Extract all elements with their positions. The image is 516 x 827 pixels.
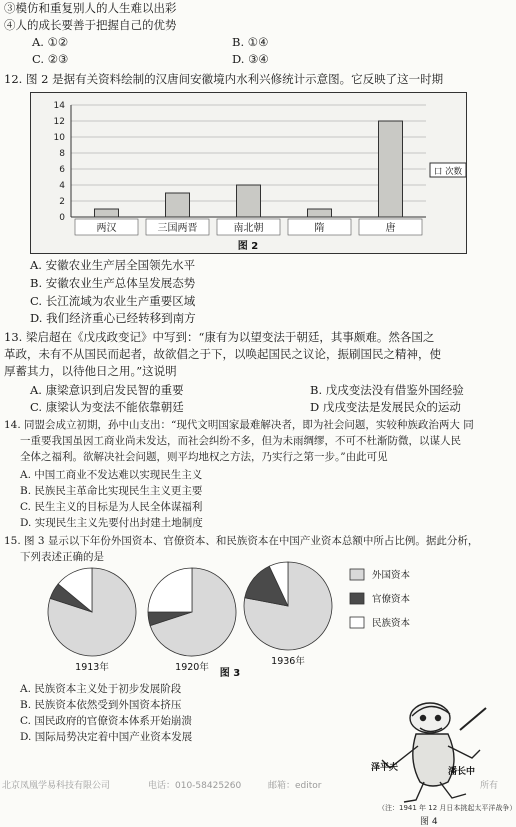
legend-swatch — [350, 593, 364, 604]
y-tick-label: 2 — [59, 197, 65, 207]
y-tick-label: 10 — [53, 133, 65, 143]
q11-choice-d: D. ③④ — [232, 52, 269, 66]
q14-choice-b: B. 民族民主革命比实现民生主义更主要 — [20, 485, 203, 497]
pie-slice — [148, 568, 192, 612]
footer-company: 北京凤凰学易科技有限公司 — [2, 781, 111, 791]
q15-stem-line-2: 下列表述正确的是 — [20, 551, 104, 563]
legend-label: 口 次数 — [433, 167, 463, 177]
figure-4-cartoon — [368, 690, 499, 820]
figure-2-bar-chart — [31, 93, 466, 253]
q13-stem-line-2: 革政，未有不从国民而起者，故欲倡之于下，以唤起国民之议论，振刷国民之精神，使 — [4, 347, 441, 361]
q14-stem-line-3: 全体之福利。欲解决社会问题，则平均地权之方法，乃实行之第一步。”由此可见 — [20, 451, 388, 463]
bar — [95, 209, 119, 217]
legend-swatch — [350, 617, 364, 628]
pie-year-label: 1920年 — [175, 662, 209, 673]
legend-swatch — [350, 569, 364, 580]
q13-choice-d: D 戊戌变法是发展民众的运动 — [310, 400, 461, 414]
pie-year-label: 1936年 — [271, 656, 305, 667]
y-tick-label: 14 — [53, 101, 65, 111]
q11-choice-c: C. ②③ — [32, 52, 69, 66]
q14-choice-d: D. 实现民生主义先要付出封建土地制度 — [20, 517, 203, 529]
x-tick-label: 南北朝 — [233, 223, 264, 234]
legend-label: 民族资本 — [372, 618, 411, 629]
x-tick-label: 唐 — [385, 223, 396, 234]
legend-label: 外国资本 — [372, 570, 411, 581]
y-tick-label: 12 — [53, 117, 65, 127]
q13-stem-line-3: 厚蓄其力，以待他日之用。”这说明 — [4, 364, 177, 378]
cartoon-label-right: 潘长中 — [448, 767, 476, 777]
figure-4-note: （注：1941 年 12 月日本挑起太平洋战争） — [378, 804, 516, 812]
q12-choice-d: D. 我们经济重心已经转移到南方 — [30, 311, 196, 325]
y-tick-label: 4 — [59, 181, 65, 191]
footer-phone: 电话：010-58425260 — [148, 781, 242, 791]
q12-choice-b: B. 安徽农业生产总体呈发展态势 — [30, 276, 196, 290]
q12-choice-a: A. 安徽农业生产居全国领先水平 — [30, 258, 196, 272]
q14-choice-c: C. 民生主义的目标是为人民全体谋福利 — [20, 501, 203, 513]
q14-stem-line-1: 14. 同盟会成立初期，孙中山支出：“现代文明国家最难解决者，即为社会问题，实较种族政治两大 同 — [4, 419, 474, 431]
q11-choice-b: B. ①④ — [232, 35, 269, 49]
q14-stem-line-2: 一重要我国虽因工商业尚未发达，而社会纠纷不多，但为未雨绸缪，不可不杜渐防微，以谋人民 — [20, 435, 461, 447]
footer-rights: 所有 — [480, 781, 499, 791]
bar — [308, 209, 332, 217]
q15-choice-b: B. 民族资本依然受到外国资本挤压 — [20, 699, 182, 711]
q13-choice-b: B. 戊戌变法没有借鉴外国经验 — [310, 383, 464, 397]
figure-2-box — [30, 92, 467, 254]
q15-stem-line-1: 15. 图 3 显示以下年份外国资本、官僚资本、和民族资本在中国产业资本总额中所占比例。据此分析， — [4, 535, 479, 547]
q11-choice-a: A. ①② — [32, 35, 69, 49]
figure-4-caption: 图 4 — [420, 817, 438, 827]
q14-choice-a: A. 中国工商业不发达难以实现民生主义 — [20, 469, 203, 481]
option-3-line: ③模仿和重复别人的人生难以出彩 — [4, 1, 177, 15]
bar — [379, 121, 403, 217]
q12-choice-c: C. 长江流域为农业生产重要区域 — [30, 294, 196, 308]
pie-year-label: 1913年 — [75, 662, 109, 673]
q12-stem: 12. 图 2 是据有关资料绘制的汉唐间安徽境内水利兴修统计示意图。它反映了这一时期 — [4, 72, 444, 86]
q15-choice-d: D. 国际局势决定着中国产业资本发展 — [20, 731, 193, 743]
bar — [166, 193, 190, 217]
figure-3-pie-charts — [30, 560, 490, 680]
option-4-line: ④人的成长要善于把握自己的优势 — [4, 18, 177, 32]
y-tick-label: 8 — [59, 149, 65, 159]
x-tick-label: 两汉 — [96, 223, 117, 234]
q15-choice-c: C. 国民政府的官僚资本体系开始崩溃 — [20, 715, 192, 727]
q13-choice-c: C. 康梁认为变法不能依靠朝廷 — [30, 400, 184, 414]
legend-label: 官僚资本 — [372, 594, 411, 605]
cartoon-label-left: 泽平夫 — [371, 763, 399, 773]
footer-email: 邮箱：editor — [268, 781, 322, 791]
bar — [237, 185, 261, 217]
figure-3-caption: 图 3 — [219, 668, 241, 679]
y-tick-label: 0 — [59, 213, 65, 223]
q13-stem-line-1: 13. 梁启超在《戊戌政变记》中写到：“康有为以望变法于朝廷，其事颇难。然各国之 — [4, 330, 435, 344]
y-tick-label: 6 — [59, 165, 65, 175]
q15-choice-a: A. 民族资本主义处于初步发展阶段 — [20, 683, 182, 695]
x-tick-label: 三国两晋 — [157, 223, 198, 234]
x-tick-label: 隋 — [314, 223, 325, 234]
q13-choice-a: A. 康梁意识到启发民智的重要 — [30, 383, 184, 397]
figure-2-caption: 图 2 — [237, 241, 259, 252]
